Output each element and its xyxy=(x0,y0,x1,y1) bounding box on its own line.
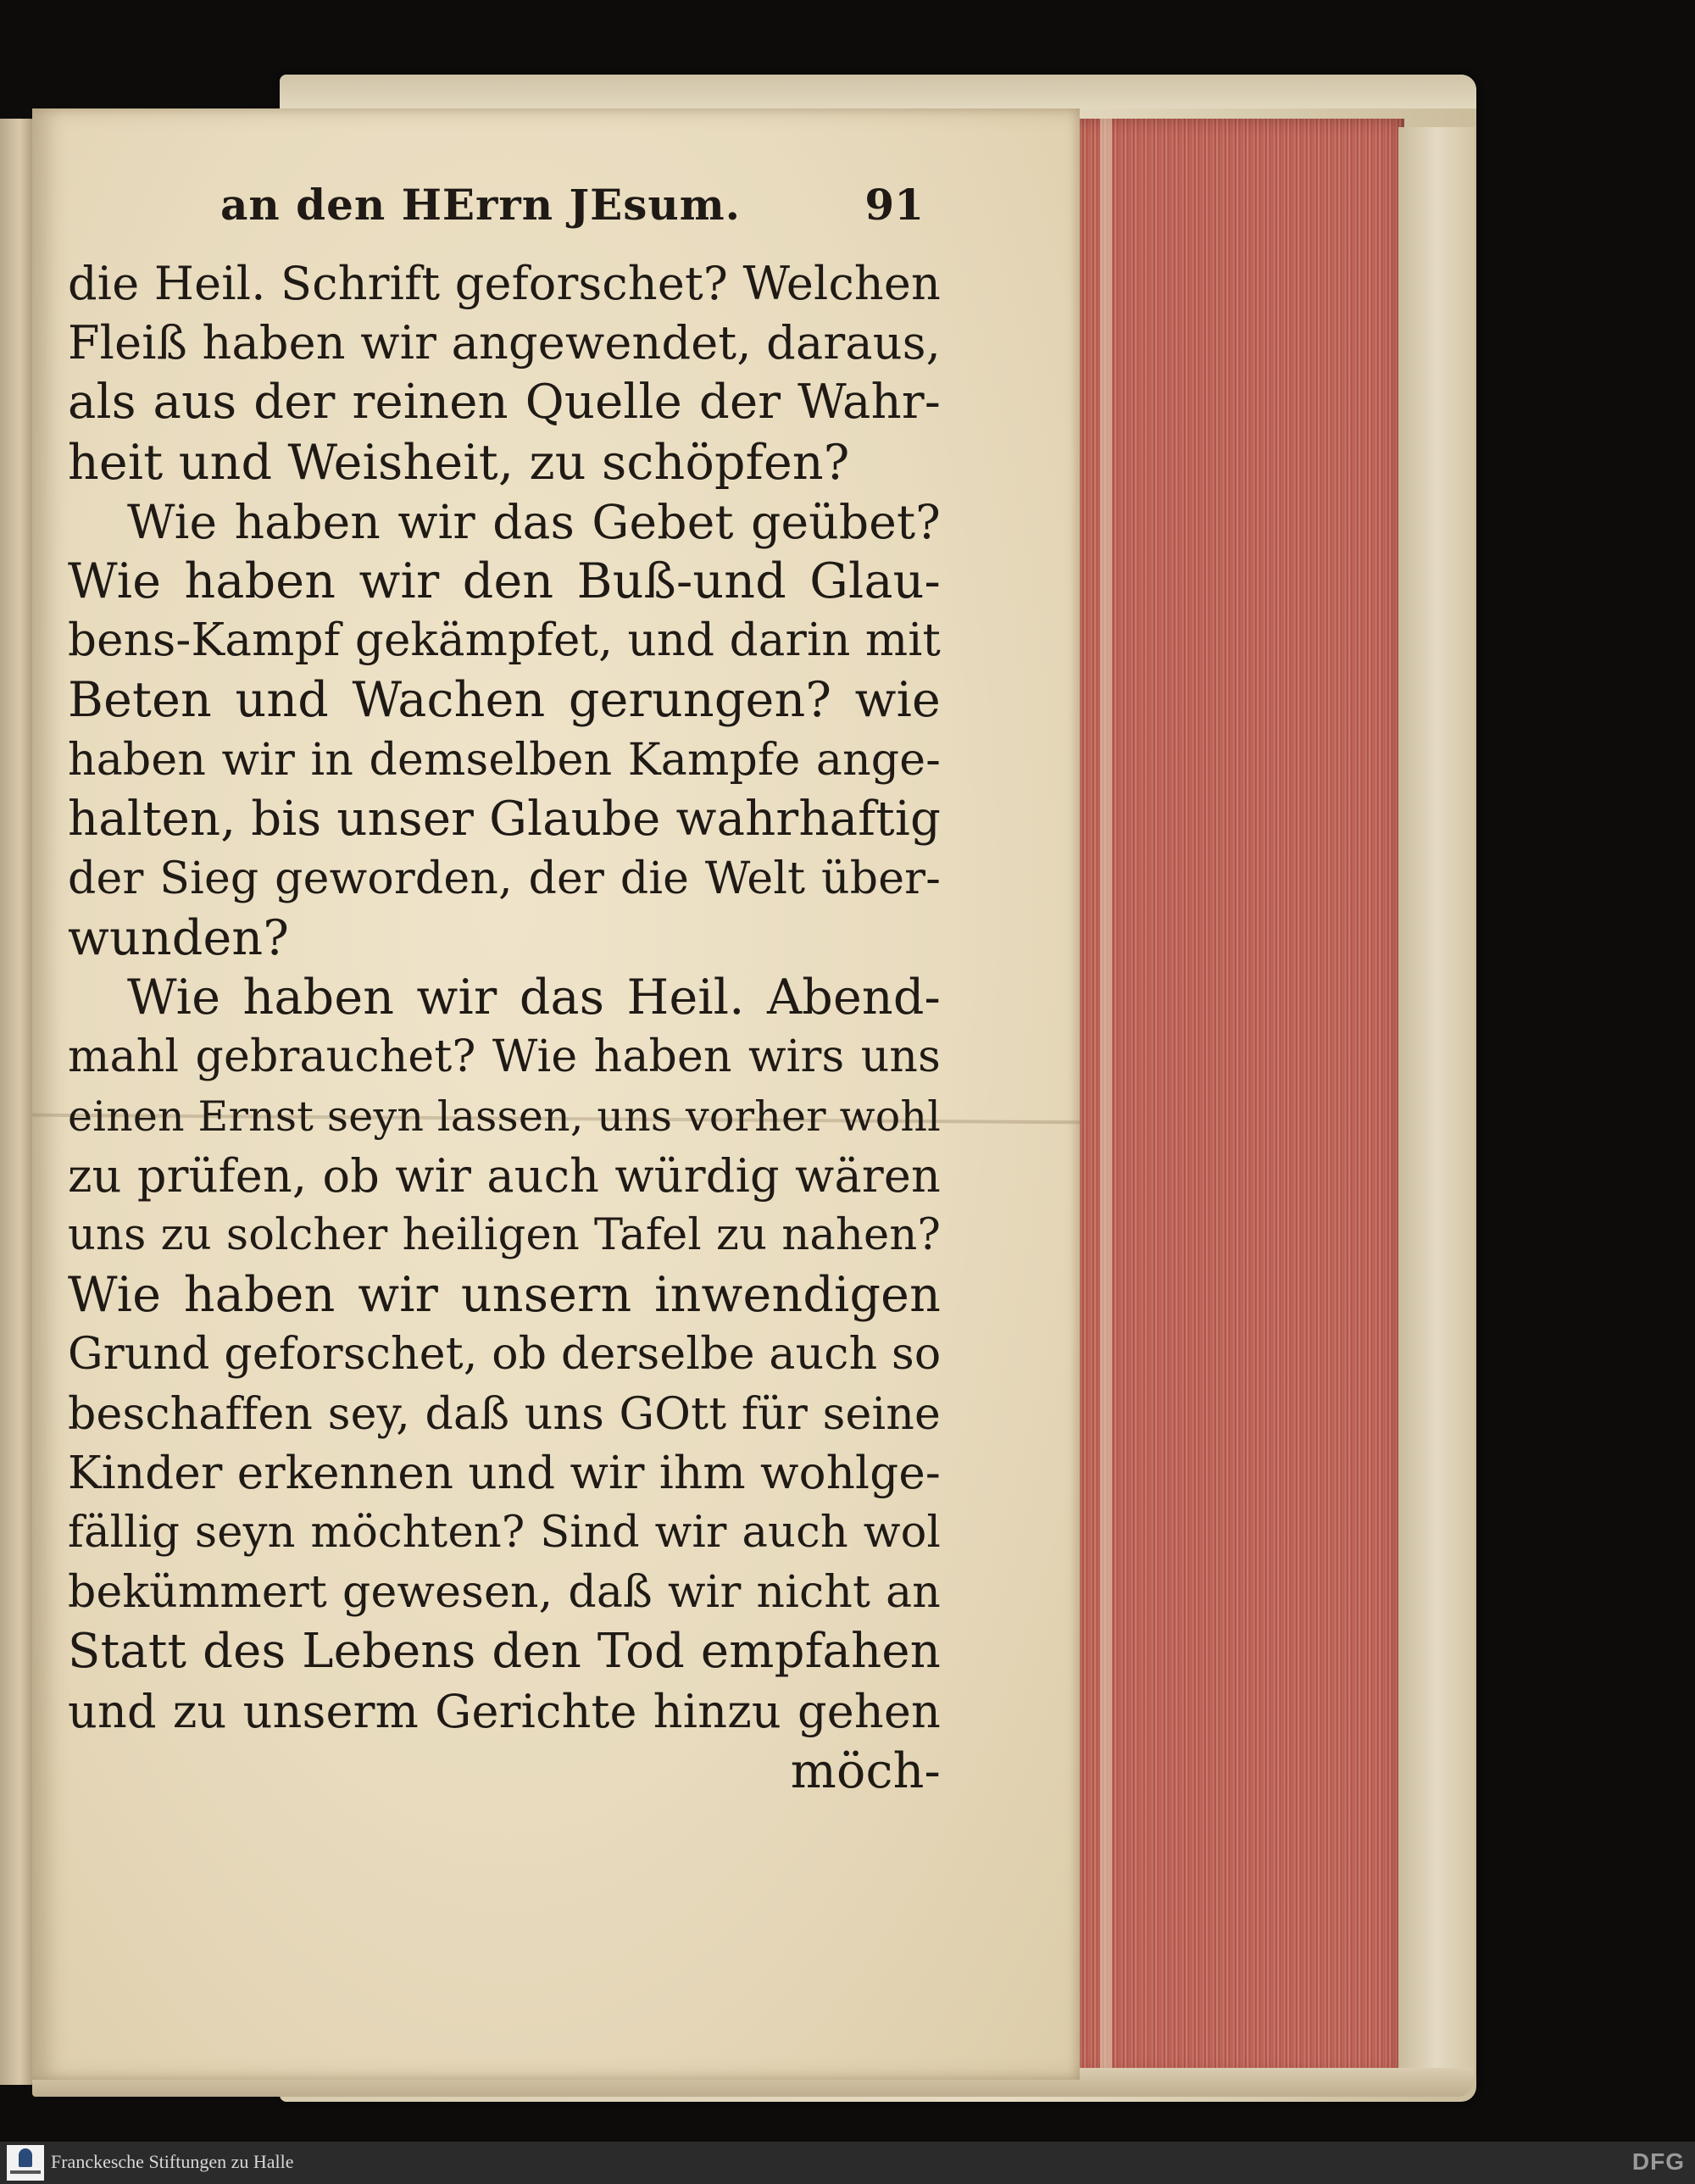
text-line: zu prüfen, ob wir auch würdig wären xyxy=(68,1148,941,1203)
vellum-cover-top xyxy=(280,75,1476,108)
text-line: heit und Weisheit, zu schöpfen? xyxy=(68,434,850,491)
text-line: Beten und Wachen gerungen? wie xyxy=(68,672,941,729)
text-line: beschaffen sey, daß uns GOtt für seine xyxy=(68,1388,941,1440)
logo-mark xyxy=(19,2148,32,2167)
text-line: als aus der reinen Quelle der Wahr- xyxy=(68,375,941,431)
text-line: Kinder erkennen und wir ihm wohlge- xyxy=(68,1447,941,1499)
text-line: Fleiß haben wir angewendet, daraus, xyxy=(68,316,941,370)
text-line: Wie haben wir unsern inwendigen xyxy=(68,1267,941,1324)
text-line: der Sieg geworden, der die Welt über- xyxy=(68,853,941,904)
page-edge-highlight xyxy=(1100,119,1112,2076)
text-line: fällig seyn möchten? Sind wir auch wol xyxy=(68,1507,941,1558)
funder-logo: DFG xyxy=(1631,2148,1685,2175)
text-line: wunden? xyxy=(68,910,290,967)
running-head xyxy=(68,180,924,239)
catchword: möch- xyxy=(790,1742,941,1799)
text-line: halten, bis unser Glaube wahrhaftig xyxy=(68,791,942,847)
text-line: uns zu solcher heiligen Tafel zu nahen? xyxy=(68,1210,941,1260)
institution-logo-icon xyxy=(7,2145,44,2181)
text-line: haben wir in demselben Kampfe ange- xyxy=(68,734,941,786)
text-line: Wie haben wir das Gebet geübet? xyxy=(127,494,941,549)
red-page-edges xyxy=(1066,119,1404,2076)
institution-name: Franckesche Stiftungen zu Halle xyxy=(51,2151,294,2172)
page-text xyxy=(68,254,941,1801)
text-line: mahl gebrauchet? Wie haben wirs uns xyxy=(68,1031,941,1083)
running-title: an den HErrn JEsum. xyxy=(220,180,742,230)
text-line: einen Ernst seyn lassen, uns vorher wohl xyxy=(68,1092,942,1141)
text-line: bekümmert gewesen, daß wir nicht an xyxy=(68,1567,941,1619)
text-line: und zu unserm Gerichte hinzu gehen xyxy=(68,1684,941,1738)
previous-page-edge xyxy=(0,119,36,2085)
text-line: bens-Kampf gekämpfet, und darin mit xyxy=(68,614,941,667)
text-line: Wie haben wir das Heil. Abend- xyxy=(127,970,941,1026)
viewer-footer xyxy=(0,2142,1695,2184)
text-line: Wie haben wir den Buß-und Glau- xyxy=(68,553,941,609)
text-line: Grund geforschet, ob derselbe auch so xyxy=(68,1329,942,1381)
vellum-flap xyxy=(1398,127,1475,2076)
text-line: Statt des Lebens den Tod empfahen xyxy=(68,1624,941,1680)
text-line: die Heil. Schrift geforschet? Welchen xyxy=(68,257,941,310)
logo-subline xyxy=(10,2170,41,2174)
page-number: 91 xyxy=(864,180,924,230)
